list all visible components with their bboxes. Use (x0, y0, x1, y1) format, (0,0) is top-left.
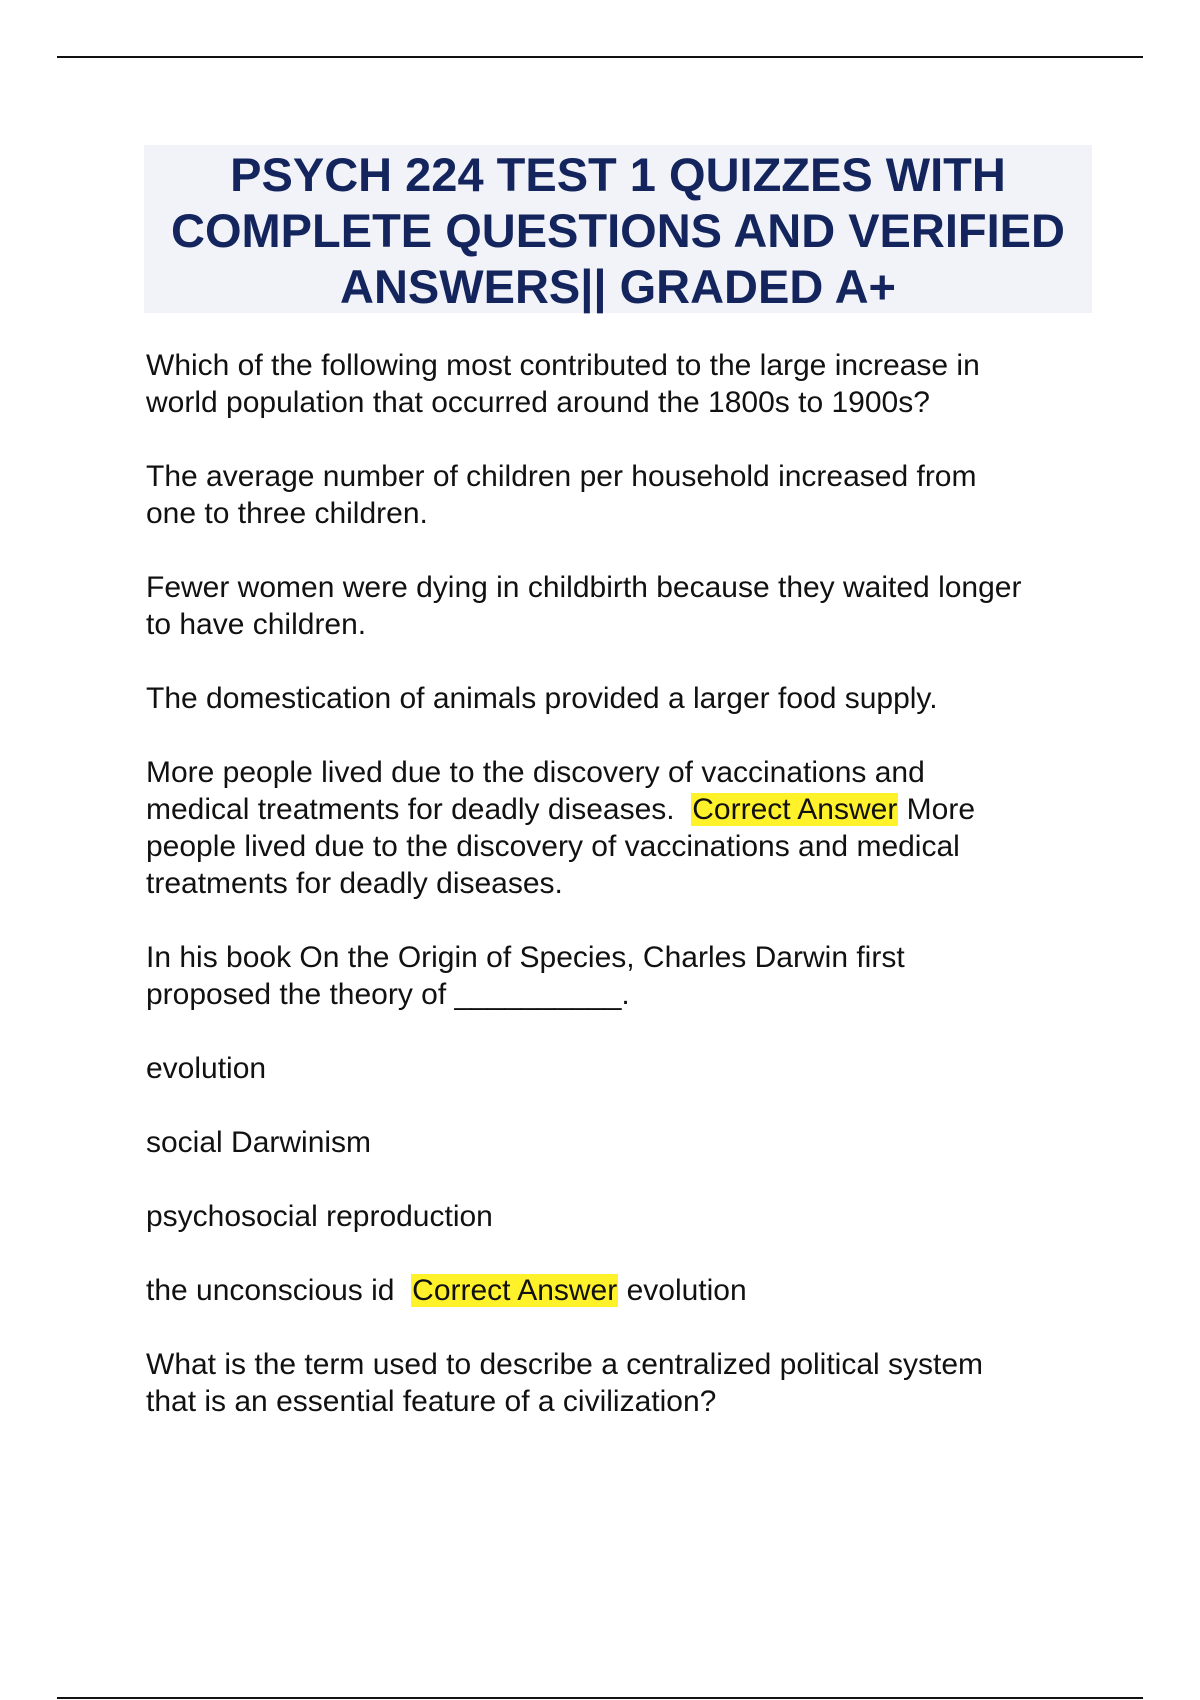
question-1-option-4-with-answer: More people lived due to the discovery of vaccinations and medical treatments for deadly diseases. Correct Answer More people lived due to the discovery of vaccinations and medical treatments for deadly diseases. (146, 756, 976, 900)
top-rule (57, 56, 1143, 58)
document-title-box (144, 145, 1092, 313)
correct-answer-highlight: Correct Answer (412, 1274, 618, 1307)
document-title-line-3: ANSWERS|| GRADED A+ (340, 260, 896, 313)
document-body (146, 347, 1096, 1457)
question-3-text: What is the term used to describe a centralized political system that is an essential feature of a civilization? (146, 1348, 984, 1418)
question-1-option-2: Fewer women were dying in childbirth because they waited longer to have children. (146, 571, 1022, 641)
question-1-option-1: The average number of children per household increased from one to three children. (146, 460, 977, 530)
question-1-text: Which of the following most contributed to the large increase in world population that occurred around the 1800s to 1900s? (146, 349, 980, 419)
question-2-option-2: social Darwinism (146, 1126, 372, 1159)
question-2-option-3: psychosocial reproduction (146, 1200, 493, 1233)
question-2-option-4-with-answer: the unconscious id Correct Answer evolution (146, 1274, 747, 1307)
question-2-text: In his book On the Origin of Species, Charles Darwin first proposed the theory of __________. (146, 941, 905, 1011)
question-1-option-3: The domestication of animals provided a larger food supply. (146, 682, 938, 715)
document-title-line-1: PSYCH 224 TEST 1 QUIZZES WITH (230, 148, 1006, 201)
bottom-rule (57, 1697, 1143, 1699)
question-2-option-1: evolution (146, 1052, 267, 1085)
document-title-line-2: COMPLETE QUESTIONS AND VERIFIED (171, 204, 1065, 257)
correct-answer-highlight: Correct Answer (692, 793, 898, 826)
